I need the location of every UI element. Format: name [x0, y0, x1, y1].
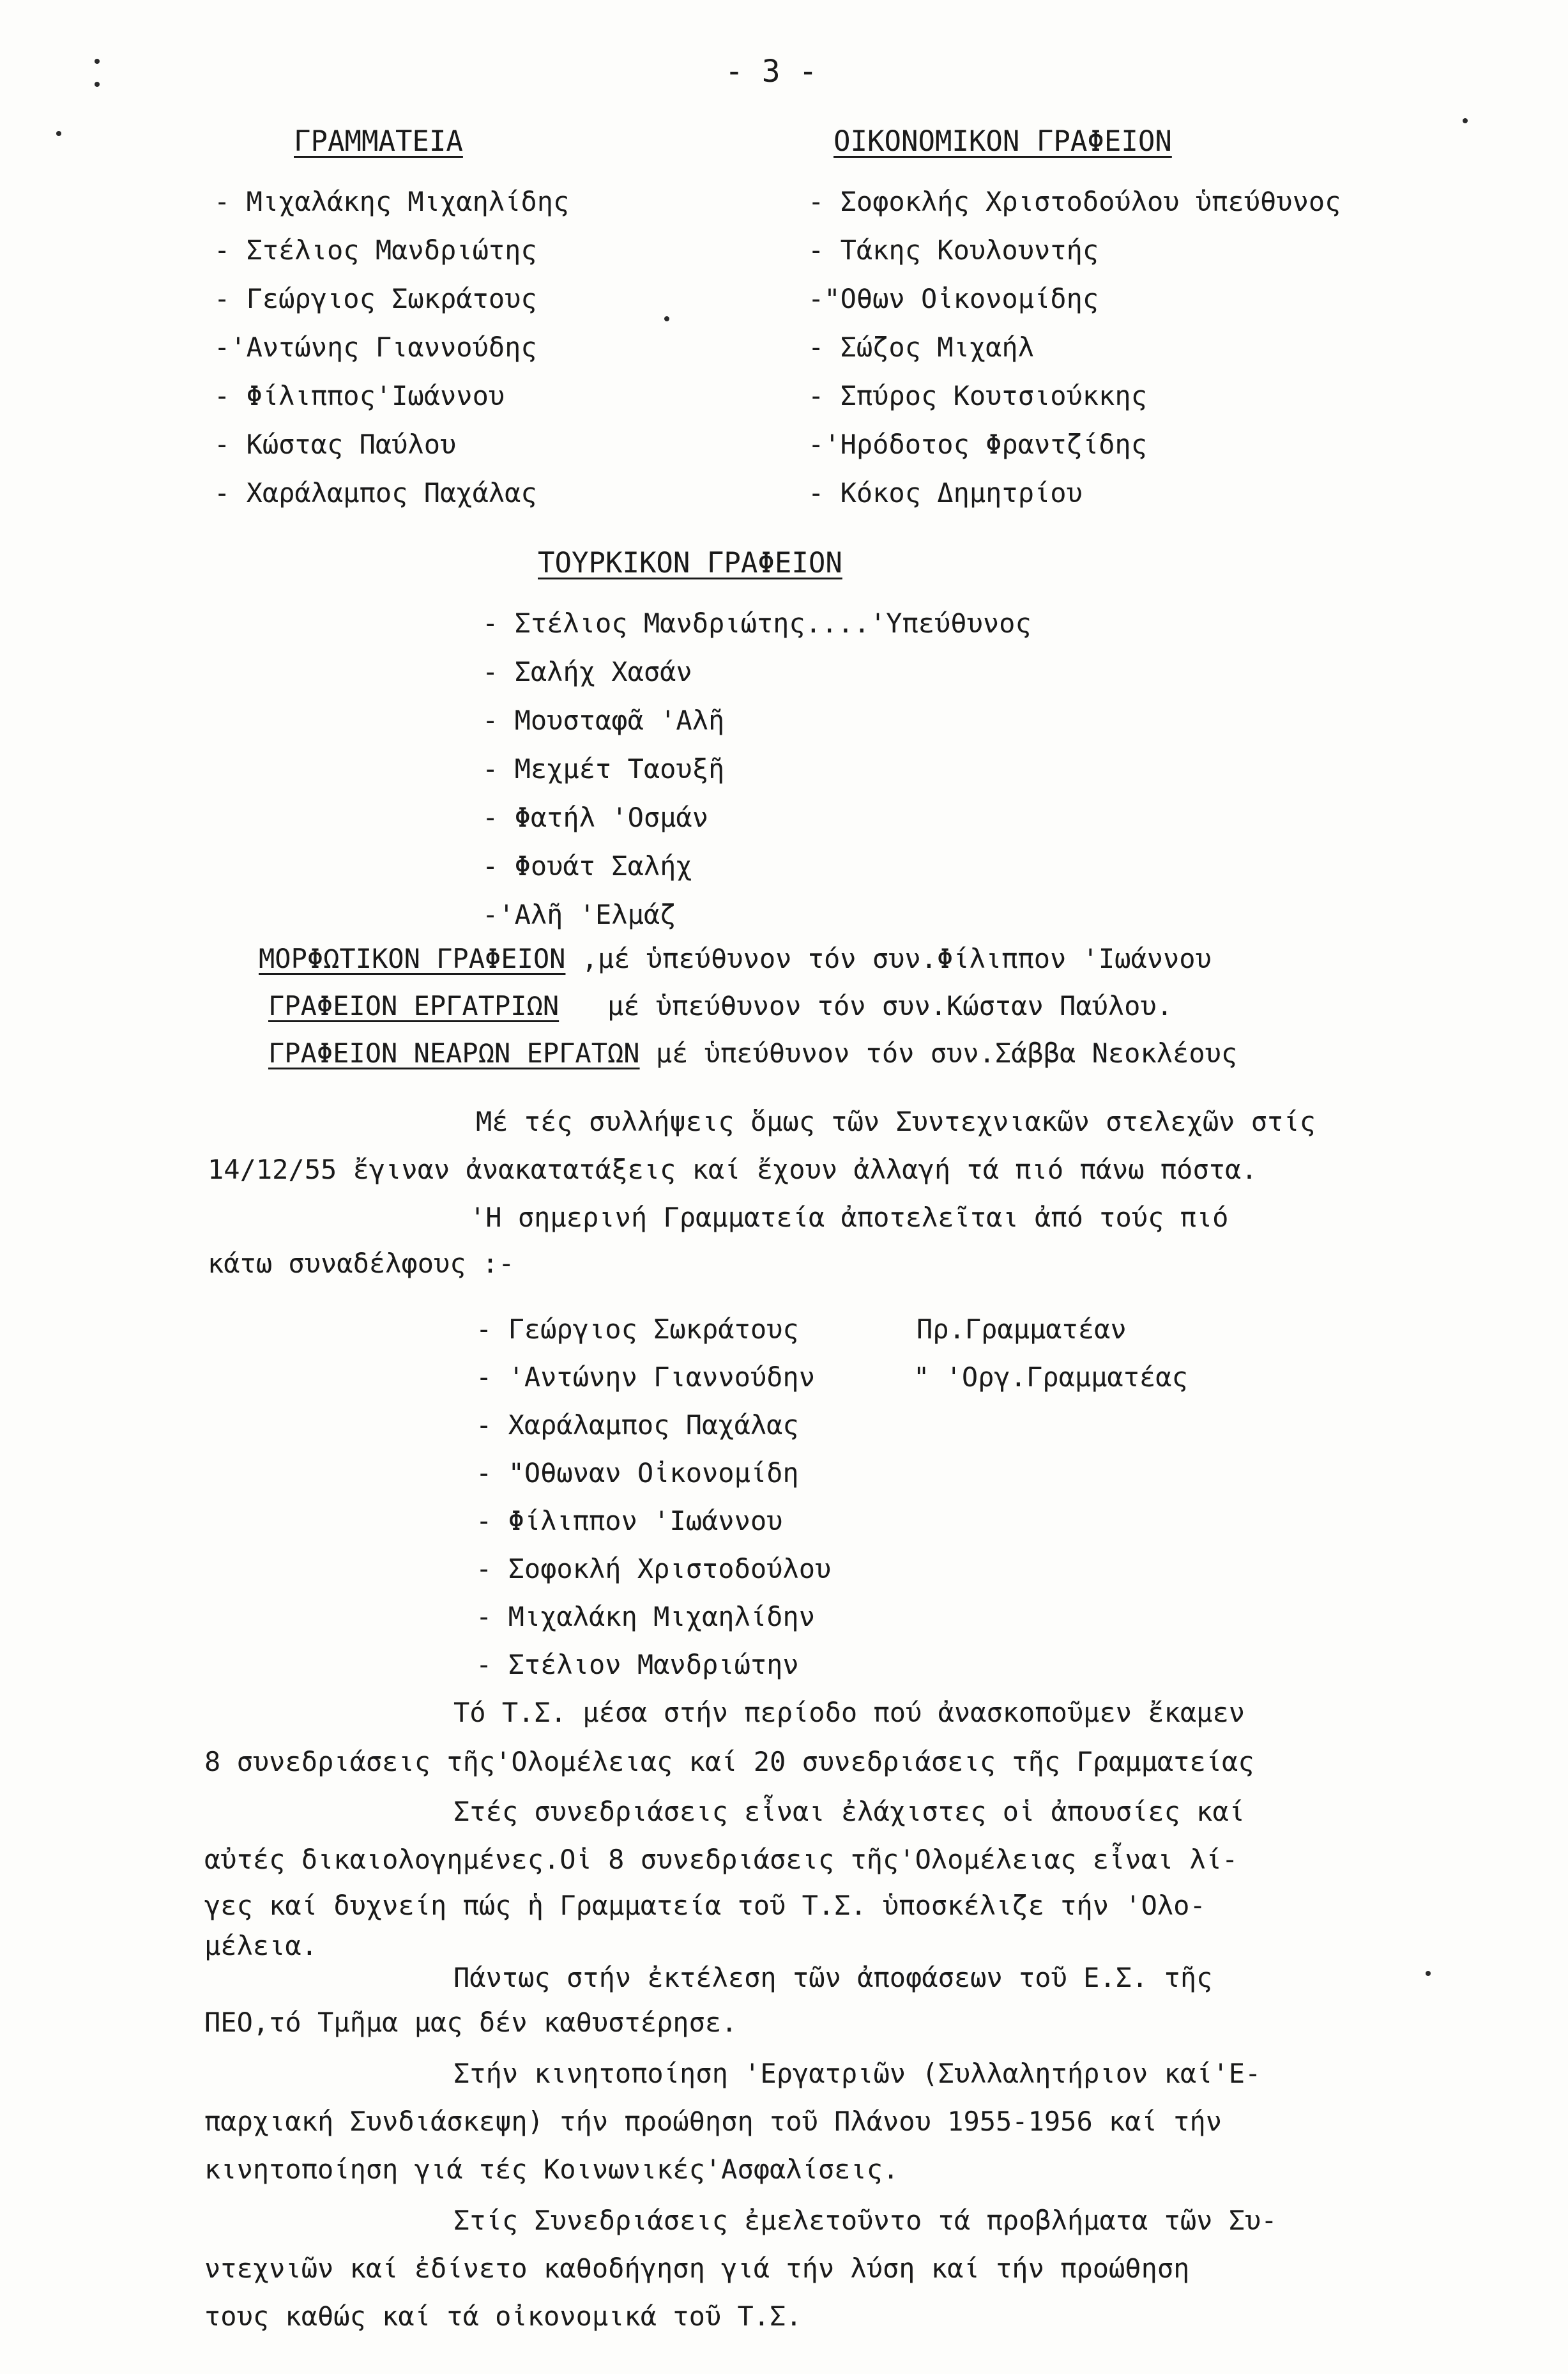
- turkish-office-member: - Μεχμέτ Ταουξῆ: [482, 753, 725, 785]
- scan-speck: [1426, 1971, 1431, 1976]
- new-secretariat-member: - Σοφοκλή Χριστοδούλου: [476, 1553, 832, 1584]
- financial-office-member: - Σπύρος Κουτσιούκκης: [808, 380, 1148, 411]
- text-line: 8 συνεδριάσεις τῆς'Ολομέλειας καί 20 συνεδριάσεις τῆς Γραμματείας: [204, 1746, 1254, 1777]
- turkish-office-member: - Φατήλ 'Οσμάν: [482, 802, 709, 833]
- financial-office-member: - Σώζος Μιχαήλ: [808, 332, 1035, 363]
- text-line: Πάντως στήν ἐκτέλεση τῶν ἀποφάσεων τοῦ Ε.Σ. τῆς: [453, 1962, 1213, 1993]
- office-name: ΓΡΑΦΕΙΟΝ ΕΡΓΑΤΡΙΩΝ: [268, 990, 559, 1022]
- text-line: ντεχνιῶν καί ἐδίνετο καθοδήγηση γιά τήν λύση καί τήν προώθηση: [204, 2253, 1190, 2284]
- new-secretariat-role: Πρ.Γραμματέαν: [917, 1313, 1127, 1345]
- financial-office-member: - Τάκης Κουλουντής: [808, 234, 1099, 266]
- new-secretariat-member: - Χαράλαμπος Παχάλας: [476, 1409, 799, 1441]
- scan-speck: [95, 59, 100, 64]
- text-line: μέλεια.: [204, 1930, 318, 1961]
- secretariat-member: - Μιχαλάκης Μιχαηλίδης: [214, 186, 570, 217]
- scan-speck: [56, 131, 61, 136]
- turkish-office-member: - Μουσταφᾶ 'Αλῆ: [482, 705, 725, 736]
- text-line: αὐτές δικαιολογημένες.Οἱ 8 συνεδριάσεις τῆς'Ολομέλειας εἶναι λί-: [204, 1844, 1238, 1875]
- text-line: Στίς Συνεδριάσεις ἐμελετοῦντο τά προβλήματα τῶν Συ-: [453, 2205, 1277, 2236]
- scan-speck: [1463, 118, 1468, 123]
- new-secretariat-member: - Φίλιππον 'Ιωάννου: [476, 1505, 783, 1536]
- secretariat-member: - Κώστας Παύλου: [214, 429, 457, 460]
- new-secretariat-member: - Στέλιον Μανδριώτην: [476, 1649, 799, 1680]
- financial-office-member: -'Ηρόδοτος Φραντζίδης: [808, 429, 1148, 460]
- text-line: Τό Τ.Σ. μέσα στήν περίοδο πού ἀνασκοποῦμεν ἔκαμεν: [453, 1697, 1245, 1728]
- secretariat-member: - Φίλιππος'Ιωάννου: [214, 380, 505, 411]
- page-number: - 3 -: [725, 54, 818, 89]
- text-line: 14/12/55 ἔγιναν ἀνακατατάξεις καί ἔχουν ἀλλαγή τά πιό πάνω πόστα.: [208, 1154, 1258, 1185]
- secretariat-member: - Στέλιος Μανδριώτης: [214, 234, 537, 266]
- financial-office-heading: ΟΙΚΟΝΟΜΙΚΟΝ ΓΡΑΦΕΙΟΝ: [833, 125, 1172, 158]
- new-secretariat-member: - Γεώργιος Σωκράτους: [476, 1313, 799, 1345]
- text-line: παρχιακή Συνδιάσκεψη) τήν προώθηση τοῦ Πλάνου 1955-1956 καί τήν: [204, 2106, 1222, 2137]
- text-line: Μέ τές συλλήψεις ὅμως τῶν Συντεχνιακῶν στελεχῶν στίς: [476, 1106, 1316, 1137]
- financial-office-member: - Κόκος Δημητρίου: [808, 477, 1083, 509]
- new-secretariat-member: - "Οθωναν Οἰκονομίδη: [476, 1457, 799, 1489]
- text-line: Στές συνεδριάσεις εἶναι ἐλάχιστες οἱ ἀπουσίες καί: [453, 1796, 1245, 1827]
- turkish-office-heading: ΤΟΥΡΚΙΚΟΝ ΓΡΑΦΕΙΟΝ: [538, 547, 842, 579]
- office-responsible: ,μέ ὑπεύθυνον τόν συν.Φίλιππον 'Ιωάννου: [565, 943, 1212, 974]
- text-line: κινητοποίηση γιά τές Κοινωνικές'Ασφαλίσεις.: [204, 2154, 899, 2185]
- office-name: ΜΟΡΦΩΤΙΚΟΝ ΓΡΑΦΕΙΟΝ: [259, 943, 566, 974]
- turkish-office-member: - Φουάτ Σαλήχ: [482, 850, 692, 882]
- secretariat-heading: ΓΡΑΜΜΑΤΕΙΑ: [294, 125, 463, 158]
- new-secretariat-role: " 'Οργ.Γραμματέας: [913, 1361, 1188, 1393]
- secretariat-member: -'Αντώνης Γιαννούδης: [214, 332, 537, 363]
- text-line: κάτω συναδέλφους :-: [208, 1248, 515, 1279]
- office-assignment: [268, 990, 1173, 1022]
- office-assignment: [259, 943, 1212, 974]
- scan-speck: [664, 316, 669, 321]
- text-line: Στήν κινητοποίηση 'Εργατριῶν (Συλλαλητήριον καί'Ε-: [453, 2058, 1261, 2089]
- secretariat-member: - Γεώργιος Σωκράτους: [214, 283, 537, 314]
- new-secretariat-member: - 'Αντώνην Γιαννούδην: [476, 1361, 816, 1393]
- office-name: ΓΡΑΦΕΙΟΝ ΝΕΑΡΩΝ ΕΡΓΑΤΩΝ: [268, 1038, 640, 1069]
- financial-office-member: - Σοφοκλής Χριστοδούλου ὑπεύθυνος: [808, 186, 1341, 217]
- turkish-office-member: -'Αλῆ 'Ελμάζ: [482, 899, 676, 930]
- office-assignment: [268, 1040, 1237, 1067]
- turkish-office-member: - Στέλιος Μανδριώτης....'Υπεύθυνος: [482, 608, 1031, 639]
- text-line: τους καθώς καί τά οἰκονομικά τοῦ Τ.Σ.: [204, 2301, 802, 2332]
- secretariat-member: - Χαράλαμπος Παχάλας: [214, 477, 537, 509]
- financial-office-member: -"Οθων Οἰκονομίδης: [808, 283, 1099, 314]
- scan-speck: [95, 82, 100, 87]
- text-line: γες καί δυχνείη πώς ἡ Γραμματεία τοῦ Τ.Σ. ὑποσκέλιζε τήν 'Ολο-: [204, 1890, 1206, 1921]
- office-responsible: μέ ὑπεύθυνον τόν συν.Κώσταν Παύλου.: [559, 990, 1173, 1022]
- text-line: 'Η σημερινή Γραμματεία ἀποτελεῖται ἀπό τούς πιό: [469, 1202, 1229, 1233]
- office-responsible: μέ ὑπεύθυνον τόν συν.Σάββα Νεοκλέους: [639, 1038, 1238, 1069]
- new-secretariat-member: - Μιχαλάκη Μιχαηλίδην: [476, 1601, 816, 1632]
- turkish-office-member: - Σαλήχ Χασάν: [482, 656, 692, 687]
- text-line: ΠΕΟ,τό Τμῆμα μας δέν καθυστέρησε.: [204, 2007, 738, 2038]
